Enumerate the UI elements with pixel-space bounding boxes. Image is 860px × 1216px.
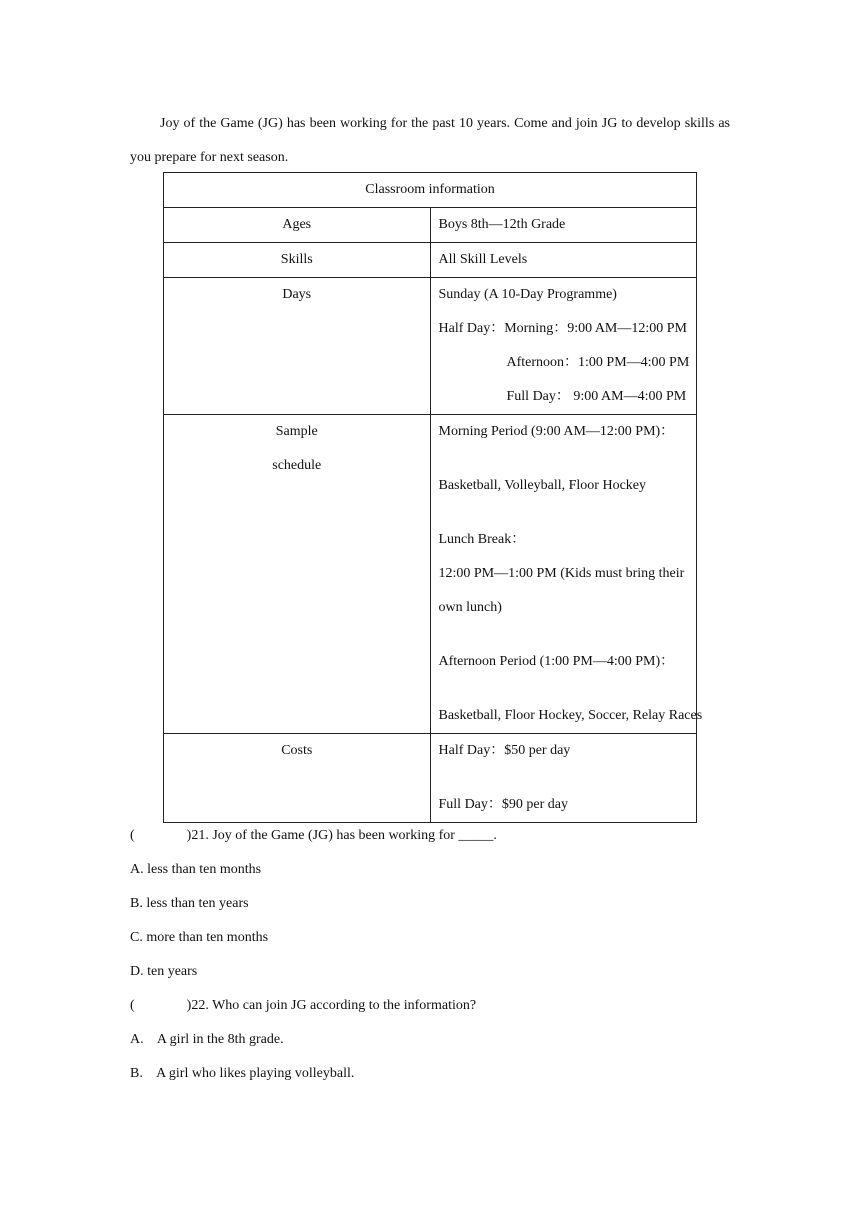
- afternoon-period-title: Afternoon Period (1:00 PM—4:00 PM)：: [438, 654, 675, 669]
- table-row-days: [164, 278, 697, 415]
- table-row-skills: [164, 243, 697, 278]
- days-line-4: Full Day： 9:00 AM—4:00 PM: [506, 389, 687, 404]
- table-header-row: [164, 173, 697, 208]
- afternoon-activities: Basketball, Floor Hockey, Soccer, Relay Races: [438, 708, 703, 723]
- table-header: Classroom information: [365, 182, 495, 197]
- skills-label: Skills: [280, 252, 313, 267]
- schedule-label-1: Sample: [275, 424, 318, 439]
- classroom-info-table: [163, 172, 703, 823]
- table-row-ages: [164, 208, 697, 243]
- question-21-stem: )21. Joy of the Game (JG) has been working for _____.: [186, 828, 497, 843]
- option-22-a: A. A girl in the 8th grade.: [130, 1032, 284, 1047]
- intro-paragraph: Joy of the Game (JG) has been working for the past 10 years. Come and join JG to develop skills as you prepare for next season.: [130, 116, 730, 165]
- skills-value: All Skill Levels: [438, 252, 528, 267]
- days-label: Days: [282, 287, 312, 302]
- full-day-cost: Full Day：$90 per day: [438, 797, 568, 812]
- question-21: ( )21. Joy of the Game (JG) has been working for _____.: [130, 828, 497, 843]
- option-21-d: D. ten years: [130, 964, 198, 979]
- days-line-2: Half Day：Morning：9:00 AM—12:00 PM: [438, 321, 687, 336]
- ages-label: Ages: [282, 217, 312, 232]
- ages-value: Boys 8th—12th Grade: [438, 217, 566, 232]
- costs-label: Costs: [281, 743, 313, 758]
- question-22: ( )22. Who can join JG according to the information?: [130, 998, 477, 1013]
- option-21-b: B. less than ten years: [130, 896, 249, 911]
- schedule-label-2: schedule: [272, 458, 322, 473]
- table-row-costs: [164, 734, 697, 823]
- option-22-b: B. A girl who likes playing volleyball.: [130, 1066, 355, 1081]
- days-line-3: Afternoon：1:00 PM—4:00 PM: [506, 355, 690, 370]
- questions-section: [130, 819, 730, 1091]
- question-22-stem: )22. Who can join JG according to the information?: [186, 998, 477, 1013]
- option-21-a: A. less than ten months: [130, 862, 262, 877]
- morning-activities: Basketball, Volleyball, Floor Hockey: [438, 478, 647, 493]
- days-line-1: Sunday (A 10-Day Programme): [438, 287, 617, 302]
- lunch-break-detail: 12:00 PM—1:00 PM (Kids must bring their own lunch): [438, 566, 685, 615]
- lunch-break-title: Lunch Break：: [438, 532, 526, 547]
- half-day-cost: Half Day：$50 per day: [438, 743, 571, 758]
- option-21-c: C. more than ten months: [130, 930, 269, 945]
- table-row-schedule: [164, 415, 697, 734]
- morning-period-title: Morning Period (9:00 AM—12:00 PM)：: [438, 424, 675, 439]
